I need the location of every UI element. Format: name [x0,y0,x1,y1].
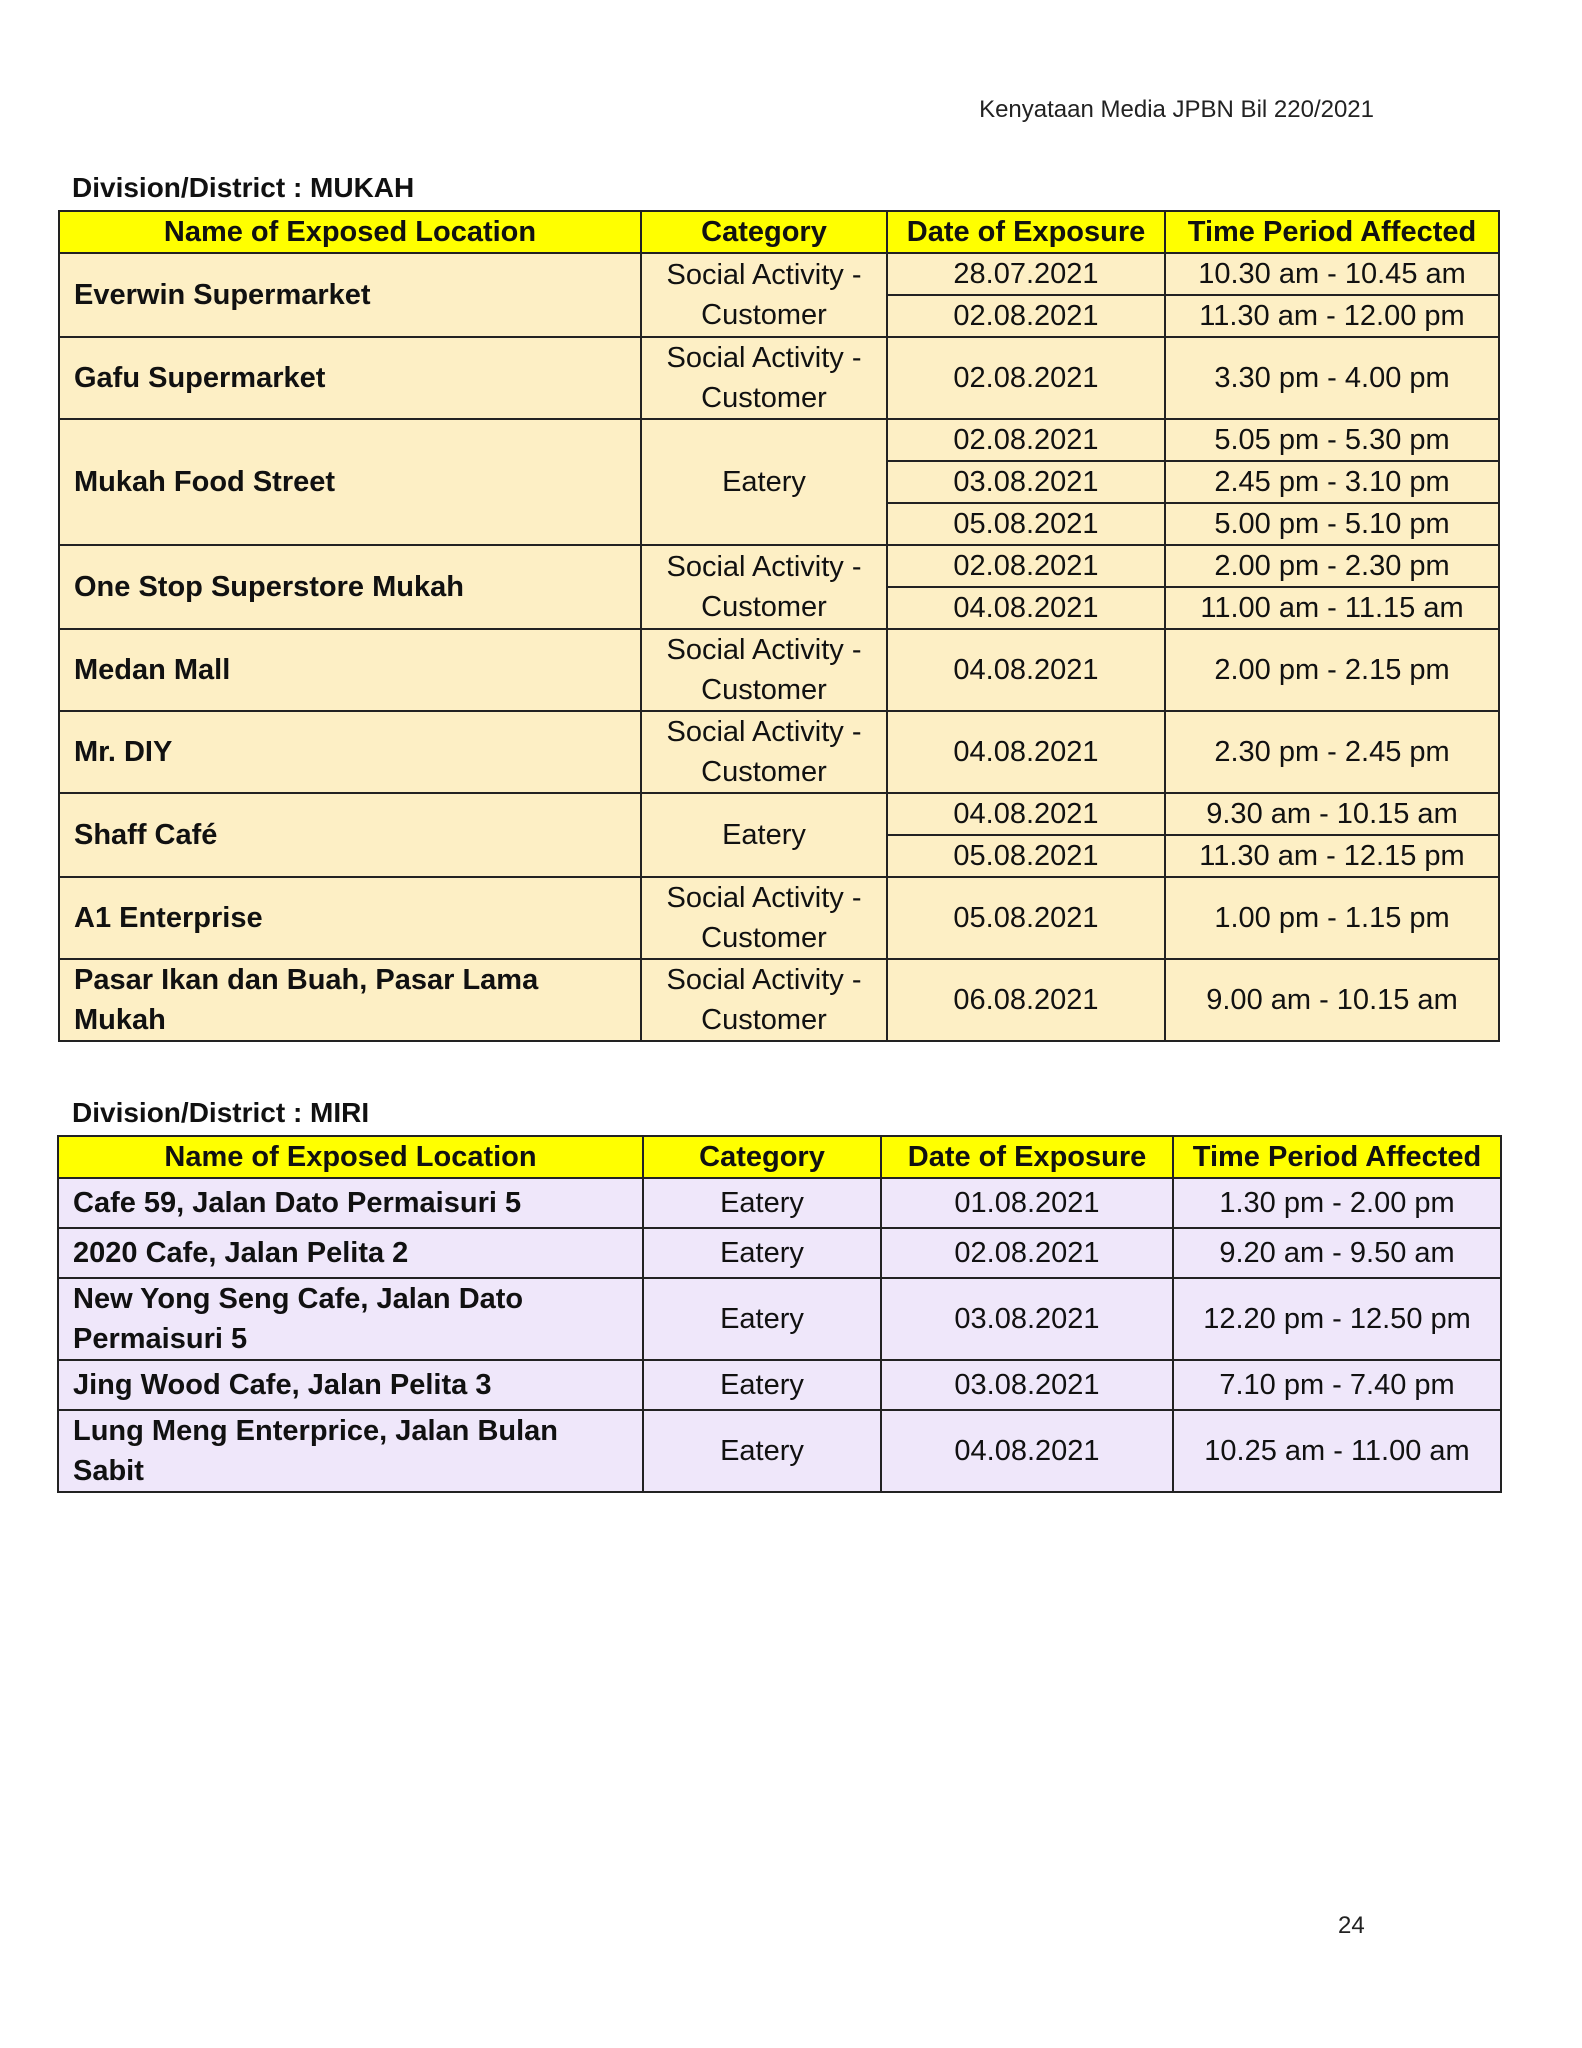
category-cell: Eatery [643,1410,881,1492]
category-cell: Social Activity - Customer [641,711,887,793]
location-cell: Cafe 59, Jalan Dato Permaisuri 5 [58,1178,643,1228]
location-cell: Mukah Food Street [59,419,641,545]
category-cell: Social Activity - Customer [641,545,887,629]
time-cell: 5.05 pm - 5.30 pm [1165,419,1499,461]
category-cell: Social Activity - Customer [641,959,887,1041]
date-cell: 02.08.2021 [887,419,1165,461]
time-cell: 5.00 pm - 5.10 pm [1165,503,1499,545]
location-cell: Medan Mall [59,629,641,711]
header-location: Name of Exposed Location [58,1136,643,1178]
table-row [59,419,1499,461]
table-row [59,629,1499,711]
location-cell: Everwin Supermarket [59,253,641,337]
date-cell: 02.08.2021 [881,1228,1173,1278]
header-time: Time Period Affected [1173,1136,1501,1178]
date-cell: 02.08.2021 [887,295,1165,337]
category-cell: Social Activity - Customer [641,877,887,959]
time-cell: 10.30 am - 10.45 am [1165,253,1499,295]
time-cell: 9.00 am - 10.15 am [1165,959,1499,1041]
header-time: Time Period Affected [1165,211,1499,253]
category-cell: Eatery [641,793,887,877]
page-number: 24 [1338,1912,1365,1939]
table-row [58,1178,1501,1228]
location-cell: Gafu Supermarket [59,337,641,419]
time-cell: 2.45 pm - 3.10 pm [1165,461,1499,503]
location-cell: Mr. DIY [59,711,641,793]
table-row [59,545,1499,587]
date-cell: 04.08.2021 [881,1410,1173,1492]
mukah-exposure-table [58,210,1500,1042]
date-cell: 28.07.2021 [887,253,1165,295]
time-cell: 2.00 pm - 2.15 pm [1165,629,1499,711]
table-row [59,337,1499,419]
location-cell: Jing Wood Cafe, Jalan Pelita 3 [58,1360,643,1410]
table-row [59,877,1499,959]
date-cell: 03.08.2021 [881,1360,1173,1410]
time-cell: 2.00 pm - 2.30 pm [1165,545,1499,587]
category-cell: Social Activity - Customer [641,629,887,711]
time-cell: 12.20 pm - 12.50 pm [1173,1278,1501,1360]
date-cell: 03.08.2021 [881,1278,1173,1360]
date-cell: 01.08.2021 [881,1178,1173,1228]
location-cell: Pasar Ikan dan Buah, Pasar Lama Mukah [59,959,641,1041]
table-row [58,1360,1501,1410]
header-date: Date of Exposure [887,211,1165,253]
location-cell: Shaff Café [59,793,641,877]
date-cell: 02.08.2021 [887,545,1165,587]
category-cell: Eatery [643,1178,881,1228]
date-cell: 04.08.2021 [887,629,1165,711]
location-cell: One Stop Superstore Mukah [59,545,641,629]
date-cell: 04.08.2021 [887,793,1165,835]
location-cell: 2020 Cafe, Jalan Pelita 2 [58,1228,643,1278]
header-category: Category [641,211,887,253]
category-cell: Social Activity - Customer [641,253,887,337]
time-cell: 7.10 pm - 7.40 pm [1173,1360,1501,1410]
time-cell: 11.00 am - 11.15 am [1165,587,1499,629]
header-date: Date of Exposure [881,1136,1173,1178]
table-row [59,959,1499,1041]
category-cell: Eatery [643,1360,881,1410]
time-cell: 10.25 am - 11.00 am [1173,1410,1501,1492]
date-cell: 04.08.2021 [887,587,1165,629]
date-cell: 05.08.2021 [887,503,1165,545]
table-row [58,1410,1501,1492]
mukah-section-title: Division/District : MUKAH [72,172,415,203]
date-cell: 02.08.2021 [887,337,1165,419]
time-cell: 9.30 am - 10.15 am [1165,793,1499,835]
date-cell: 05.08.2021 [887,877,1165,959]
time-cell: 3.30 pm - 4.00 pm [1165,337,1499,419]
miri-exposure-table [57,1135,1502,1493]
table-row [59,793,1499,835]
location-cell: New Yong Seng Cafe, Jalan Dato Permaisuri 5 [58,1278,643,1360]
table-header-row [58,1136,1501,1178]
header-category: Category [643,1136,881,1178]
time-cell: 11.30 am - 12.15 pm [1165,835,1499,877]
date-cell: 03.08.2021 [887,461,1165,503]
time-cell: 1.00 pm - 1.15 pm [1165,877,1499,959]
category-cell: Eatery [641,419,887,545]
location-cell: Lung Meng Enterprice, Jalan Bulan Sabit [58,1410,643,1492]
time-cell: 2.30 pm - 2.45 pm [1165,711,1499,793]
date-cell: 05.08.2021 [887,835,1165,877]
miri-section-title: Division/District : MIRI [72,1097,370,1128]
date-cell: 06.08.2021 [887,959,1165,1041]
table-row [58,1278,1501,1360]
table-row [59,711,1499,793]
category-cell: Social Activity - Customer [641,337,887,419]
table-header-row [59,211,1499,253]
header-location: Name of Exposed Location [59,211,641,253]
time-cell: 9.20 am - 9.50 am [1173,1228,1501,1278]
category-cell: Eatery [643,1278,881,1360]
category-cell: Eatery [643,1228,881,1278]
location-cell: A1 Enterprise [59,877,641,959]
time-cell: 1.30 pm - 2.00 pm [1173,1178,1501,1228]
table-row [58,1228,1501,1278]
table-row [59,253,1499,295]
document-reference: Kenyataan Media JPBN Bil 220/2021 [979,96,1374,123]
date-cell: 04.08.2021 [887,711,1165,793]
time-cell: 11.30 am - 12.00 pm [1165,295,1499,337]
